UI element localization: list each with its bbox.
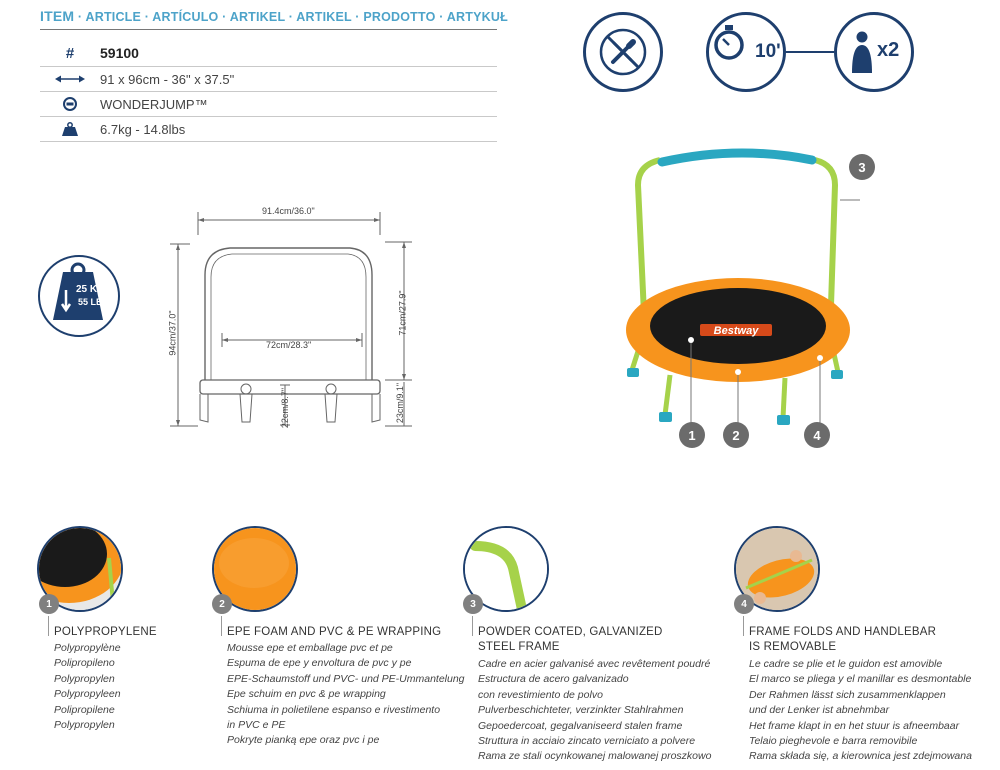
- weight-limit-lb: 55 LB: [78, 297, 103, 307]
- item-header-translations: · ARTICLE · ARTÍCULO · ARTIKEL · ARTIKEL · PRODOTTO · ARTYKUŁ: [74, 10, 508, 24]
- dim-frame-height: 23cm/9.1": [395, 382, 406, 424]
- brand-logo-text: Bestway: [713, 325, 759, 337]
- assembly-time-badge: [706, 12, 786, 92]
- feature-2-title: EPE FOAM AND PVC & PE WRAPPING: [227, 626, 442, 638]
- feature-4-translations: Le cadre se plie et le guidon est amovible El marco se pliega y el manillar es desmontable Der Rahmen lässt sich zusammenklappen und der Lenker ist abnehmbar Het frame klapt in en het stuur is afneembaar Telaio pieghevole e barra removibile Rama składa się, a kierownica jest zdejmowana: [749, 658, 972, 763]
- person-icon: [849, 31, 875, 77]
- feature-4-number: 4: [734, 594, 754, 614]
- callout-1: 1: [679, 422, 705, 448]
- spec-dimensions: 91 x 96cm - 36" x 37.5": [100, 71, 235, 87]
- feature-4-leader: [743, 616, 744, 636]
- spec-row-item-number: [40, 41, 497, 65]
- dim-leg-height: 22cm/8.7": [280, 387, 291, 429]
- item-header-lead: ITEM: [40, 8, 75, 24]
- stopwatch-icon: [711, 19, 757, 65]
- spec-brand: WONDERJUMP™: [100, 96, 208, 112]
- feature-3-leader: [472, 616, 473, 636]
- feature-4-title: FRAME FOLDS AND HANDLEBAR IS REMOVABLE: [749, 626, 937, 653]
- callout-2: 2: [723, 422, 749, 448]
- spec-item-number: 59100: [100, 45, 139, 61]
- header-underline: [40, 29, 497, 30]
- callout-3-bottom: 4: [804, 422, 830, 448]
- assembly-time-label: 10': [755, 41, 781, 62]
- weight-icon: [40, 122, 100, 136]
- no-tools-icon: [583, 12, 663, 92]
- dim-width: 91.4cm/36.0": [262, 206, 315, 216]
- hash-icon: #: [65, 44, 75, 62]
- feature-2-number: 2: [212, 594, 232, 614]
- callout-3: 3: [849, 154, 875, 180]
- spec-row-weight: [40, 116, 497, 141]
- trampoline-product-image: [600, 140, 860, 440]
- brand-logo-icon: [40, 97, 100, 111]
- dim-inner-width: 72cm/28.3": [266, 340, 312, 350]
- feature-2-leader: [221, 616, 222, 636]
- spec-table-bottom-rule: [40, 141, 497, 142]
- feature-1-translations: Polypropylène Polipropileno Polypropylen Polypropyleen Polipropilene Polypropylen: [54, 642, 121, 732]
- feature-3-translations: Cadre en acier galvanisé avec revêtement poudré Estructura de acero galvanizado con revestimiento de polvo Pulverbeschichteter, verzinkter Stahlrahmen Gepoedercoat, gegalvaniseerd stalen frame Struttura in acciaio zincato verniciato a polvere Rama ze stali ocynkowanej malowanej proszkowo: [478, 658, 712, 763]
- dimensions-arrow-icon: [40, 74, 100, 84]
- feature-1-number: 1: [39, 594, 59, 614]
- icon-connector-line: [786, 51, 834, 53]
- persons-badge: [834, 12, 914, 92]
- weight-limit-icon: [43, 260, 113, 330]
- weight-limit-kg: 25 KG: [76, 284, 105, 295]
- dim-handle-height: 71cm/27.9": [397, 290, 408, 336]
- weight-limit-badge: [38, 255, 120, 337]
- dim-height: 94cm/37.0": [167, 310, 178, 356]
- feature-3-title: POWDER COATED, GALVANIZED STEEL FRAME: [478, 626, 663, 653]
- feature-1-leader: [48, 616, 49, 636]
- item-header: [40, 8, 508, 24]
- persons-label: x2: [877, 39, 900, 61]
- spec-row-brand: [40, 91, 497, 116]
- feature-3-number: 3: [463, 594, 483, 614]
- feature-1-title: POLYPROPYLENE: [54, 626, 157, 638]
- spec-weight: 6.7kg - 14.8lbs: [100, 121, 186, 137]
- spec-row-dimensions: [40, 66, 497, 91]
- feature-2-translations: Mousse epe et emballage pvc et pe Espuma de epe y envoltura de pvc y pe EPE-Schaumstoff und PVC- und PE-Ummantelung Epe schuim en pvc & pe wrapping Schiuma in polietilene espanso e rivestimento in PVC e PE Pokryte pianką epe oraz pvc i pe: [227, 642, 465, 747]
